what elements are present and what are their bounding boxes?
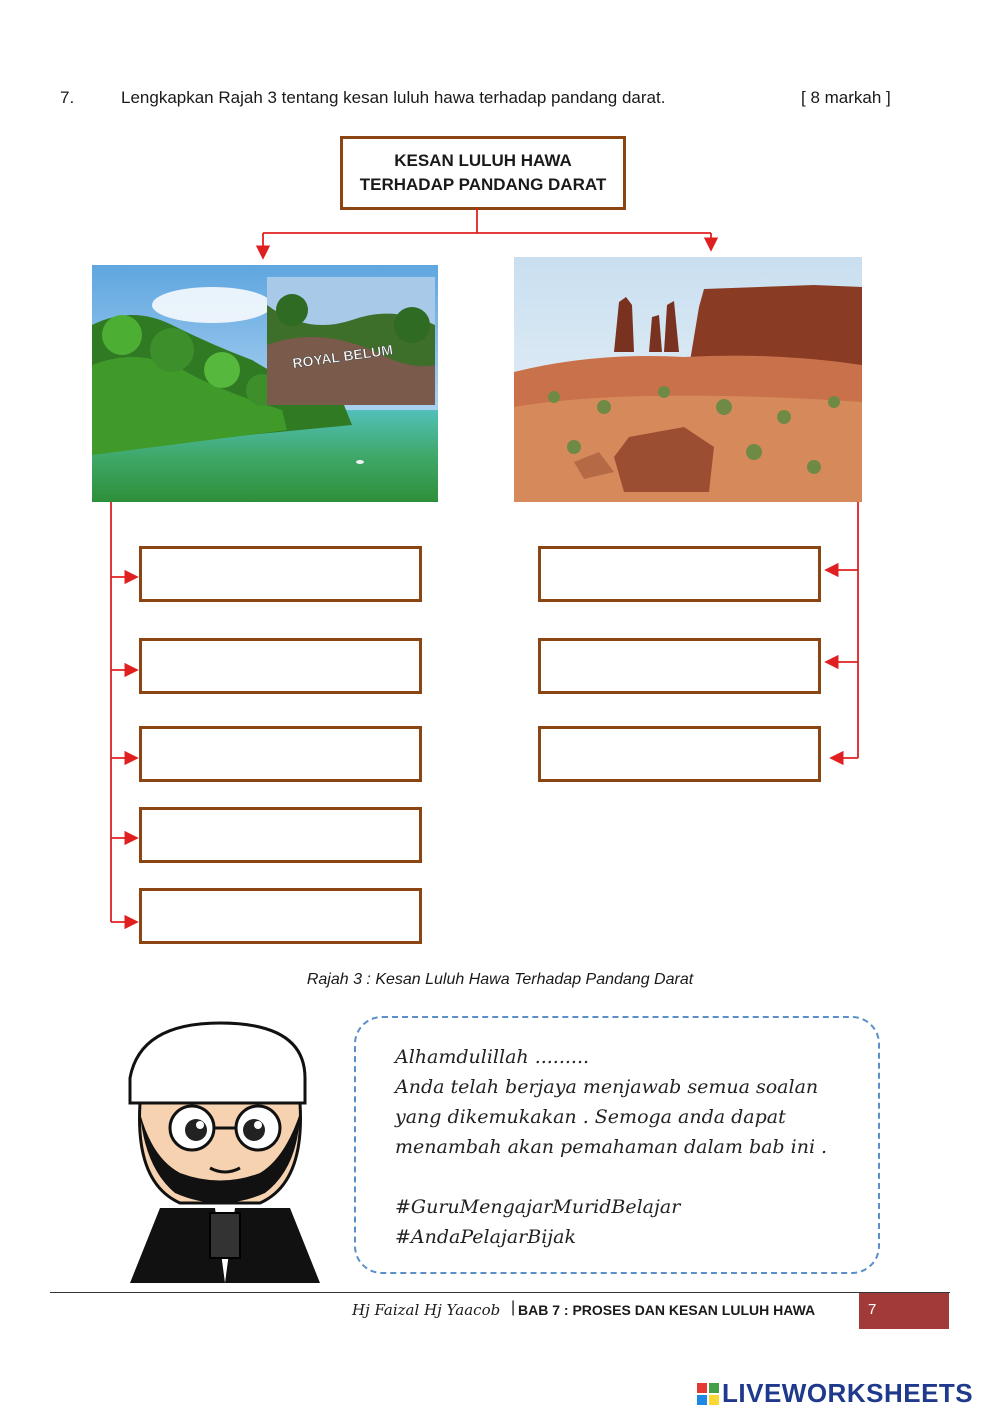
footer-divider [50, 1292, 950, 1293]
left-answer-box-1[interactable] [139, 546, 422, 602]
right-answer-input-3[interactable] [541, 729, 818, 779]
left-answer-input-1[interactable] [142, 549, 419, 599]
left-answer-box-2[interactable] [139, 638, 422, 694]
footer-author: Hj Faizal Hj Yaacob [352, 1301, 501, 1319]
question-text: Lengkapkan Rajah 3 tentang kesan luluh hawa terhadap pandang darat. [121, 88, 666, 107]
left-answer-box-5[interactable] [139, 888, 422, 944]
message-line-3: yang dikemukakan . Semoga anda dapat [395, 1106, 786, 1128]
teacher-mascot-illustration [120, 1018, 330, 1283]
message-line-4: menambah akan pemahaman dalam bab ini . [395, 1136, 828, 1158]
left-answer-box-3[interactable] [139, 726, 422, 782]
message-text [395, 1042, 865, 1252]
right-answer-box-3[interactable] [538, 726, 821, 782]
royal-belum-sign: ROYAL BELUM [291, 341, 394, 372]
question-marks: [ 8 markah ] [801, 88, 891, 107]
left-answer-input-5[interactable] [142, 891, 419, 941]
left-answer-input-3[interactable] [142, 729, 419, 779]
message-line-1: Alhamdulillah ......... [395, 1046, 590, 1068]
liveworksheets-brand[interactable]: LIVEWORKSHEETS [722, 1378, 974, 1408]
royal-belum-photo [92, 265, 438, 502]
diagram-title-line2: TERHADAP PANDANG DARAT [359, 175, 607, 194]
left-answer-box-4[interactable] [139, 807, 422, 863]
diagram-title-line1: KESAN LULUH HAWA [394, 151, 572, 170]
right-answer-input-2[interactable] [541, 641, 818, 691]
message-line-2: Anda telah berjaya menjawab semua soalan [395, 1076, 819, 1098]
right-answer-box-2[interactable] [538, 638, 821, 694]
liveworksheets-logo-icon [697, 1383, 719, 1405]
footer-chapter: BAB 7 : PROSES DAN KESAN LULUH HAWA [518, 1302, 816, 1318]
page-number: 7 [868, 1301, 877, 1318]
footer-separator: | [511, 1299, 516, 1316]
page-number-badge [859, 1293, 949, 1329]
message-hashtag-1: #GuruMengajarMuridBelajar [395, 1196, 681, 1218]
desert-buttes-photo [514, 257, 862, 502]
left-answer-input-4[interactable] [142, 810, 419, 860]
message-hashtag-2: #AndaPelajarBijak [395, 1226, 577, 1248]
right-answer-input-1[interactable] [541, 549, 818, 599]
right-answer-box-1[interactable] [538, 546, 821, 602]
question-number: 7. [60, 88, 75, 107]
left-answer-input-2[interactable] [142, 641, 419, 691]
diagram-caption: Rajah 3 : Kesan Luluh Hawa Terhadap Pandang Darat [306, 971, 694, 988]
